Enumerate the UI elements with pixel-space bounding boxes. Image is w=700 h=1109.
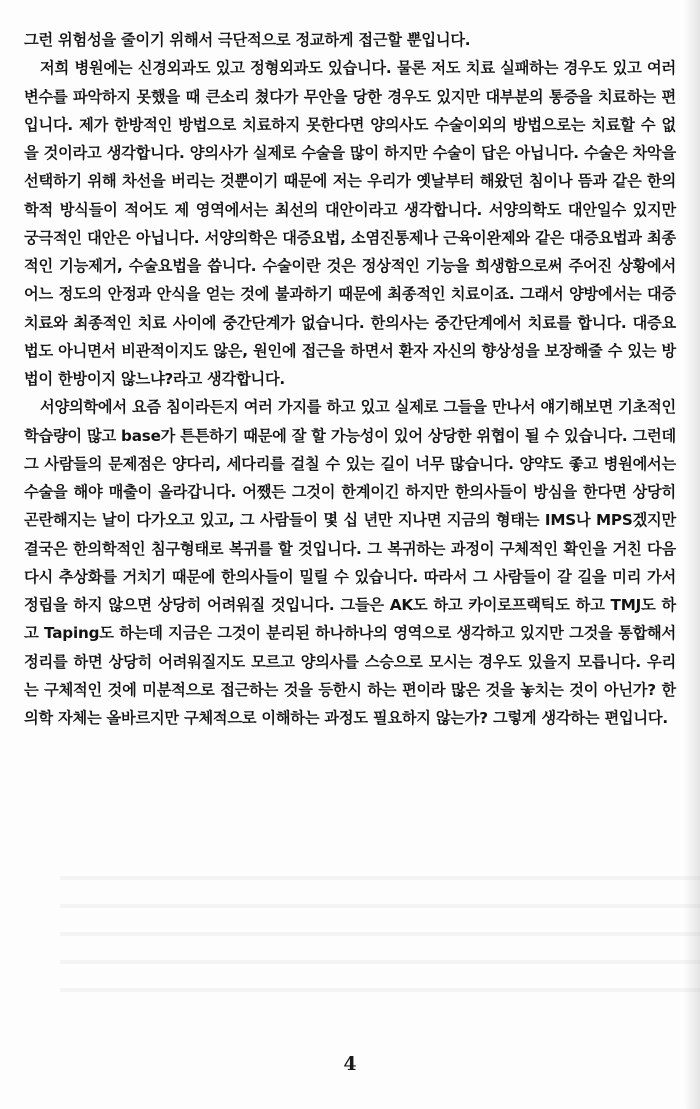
paragraph-2: 저희 병원에는 신경외과도 있고 정형외과도 있습니다. 물론 저도 치료 실패하는 경우도 있고 여러 변수를 파악하지 못했을 때 큰소리 쳤다가 무안을 당한 경우도 있지만 대부분의 통증을 치료하는 편입니다. 제가 한방적인 방법으로 치료하지 못한다면 양의사도 수술이외의 방법으로는 치료할 수 없을 것이라고 생각합니다. 양의사가 실제로 수술을 많이 하지만 수술이 답은 아닙니다. 수술은 차악을 선택하기 위해 차선을 버리는 것뿐이기 때문에 저는 우리가 옛날부터 해왔던 침이나 뜸과 같은 한의학적 방식들이 적어도 제 영역에서는 최선의 대안이라고 생각합니다. 서양의학도 대안일수 있지만 궁극적인 대안은 아닙니다. 서양의학은 대증요법, 소염진통제나 근육이완제와 같은 대증요법과 최종적인 기능제거, 수술요법을 씁니다. 수술이란 것은 정상적인 기능을 희생함으로써 주어진 상황에서 어느 정도의 안정과 안식을 얻는 것에 불과하기 때문에 최종적인 치료이죠. 그래서 양방에서는 대증치료와 최종적인 치료 사이에 중간단계가 없습니다. 한의사는 중간단계에서 치료를 합니다. 대증요법도 아니면서 비관적이지도 않은, 원인에 접근을 하면서 환자 자신의 향상성을 보장해줄 수 있는 방법이 한방이지 않느냐?라고 생각합니다.: [24, 59, 676, 388]
paragraph-1: 그런 위험성을 줄이기 위해서 극단적으로 정교하게 접근할 뿐입니다.: [24, 31, 471, 49]
body-text: [24, 26, 676, 732]
page-number: 4: [343, 1053, 357, 1075]
scan-edge-shadow: [684, 0, 700, 1109]
paragraph-3: 서양의학에서 요즘 침이라든지 여러 가지를 하고 있고 실제로 그들을 만나서 얘기해보면 기초적인 학습량이 많고 base가 튼튼하기 때문에 잘 할 가능성이 있어 상당한 위협이 될 수 있습니다. 그런데 그 사람들의 문제점은 양다리, 세다리를 걸칠 수 있는 길이 너무 많습니다. 양약도 좋고 병원에서는 수술을 해야 매출이 올라갑니다. 어쨌든 그것이 한계이긴 하지만 한의사들이 방심을 한다면 상당히 곤란해지는 날이 다가오고 있고, 그 사람들이 몇 십 년만 지나면 지금의 형태는 IMS나 MPS겠지만 결국은 한의학적인 침구형태로 복귀를 할 것입니다. 그 복귀하는 과정이 구체적인 확인을 거친 다음 다시 추상화를 거치기 때문에 한의사들이 밀릴 수 있습니다. 따라서 그 사람들이 갈 길을 미리 가서 정립을 하지 않으면 상당히 어려워질 것입니다. 그들은 AK도 하고 카이로프랙틱도 하고 TMJ도 하고 Taping도 하는데 지금은 그것이 분리된 하나하나의 영역으로 생각하고 있지만 그것을 통합해서 정리를 하면 상당히 어려워질지도 모르고 양의사를 스승으로 모시는 경우도 있을지 모릅니다. 우리는 구체적인 것에 미분적으로 접근하는 것을 등한시 하는 편이라 많은 것을 놓치는 것이 아닌가? 한의학 자체는 올바르지만 구체적으로 이해하는 과정도 필요하지 않는가? 그렇게 생각하는 편입니다.: [24, 398, 676, 727]
bleed-through-shadow: [60, 862, 700, 1002]
